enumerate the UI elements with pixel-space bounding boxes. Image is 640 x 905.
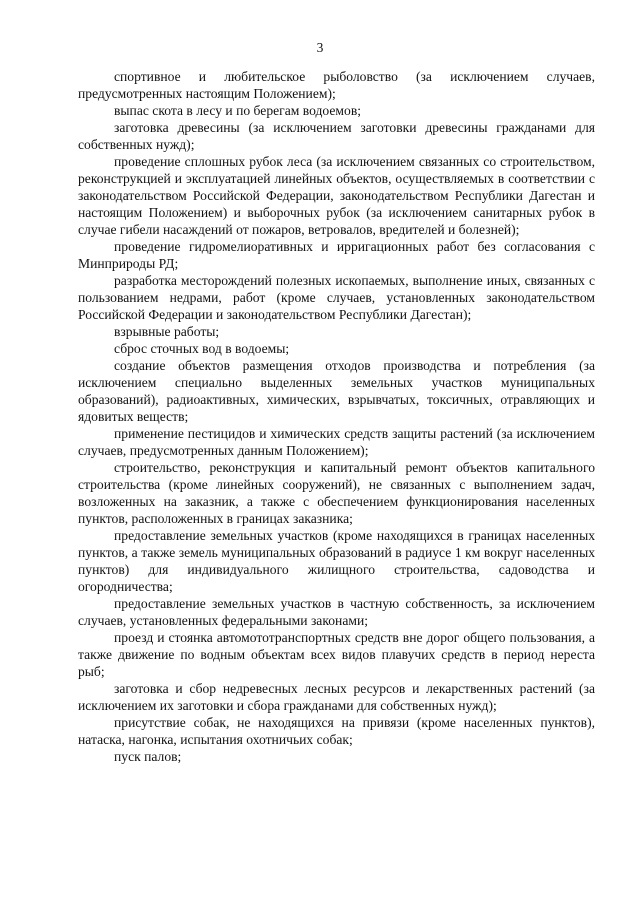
- paragraph: предоставление земельных участков в частную собственность, за исключением случаев, установленных федеральными законами;: [78, 596, 595, 628]
- paragraph: выпас скота в лесу и по берегам водоемов;: [114, 103, 362, 118]
- document-body: [78, 68, 595, 765]
- paragraph: строительство, реконструкция и капитальный ремонт объектов капитального строительства (кроме линейных сооружений), не связанных с выполнением задач, возложенных на заказник, а также с обеспечением функционирования населенных пунктов, расположенных в границах заказника;: [78, 460, 595, 526]
- paragraph: спортивное и любительское рыболовство (за исключением случаев, предусмотренных настоящим Положением);: [78, 69, 595, 101]
- page-number: 3: [316, 40, 324, 55]
- paragraph: заготовка древесины (за исключением заготовки древесины гражданами для собственных нужд);: [78, 120, 595, 152]
- paragraph: взрывные работы;: [114, 324, 220, 339]
- paragraph: разработка месторождений полезных ископаемых, выполнение иных, связанных с пользованием недрами, работ (кроме случаев, установленных законодательством Российской Федерации и законодательством Республики Дагестан);: [78, 273, 595, 322]
- paragraph: создание объектов размещения отходов производства и потребления (за исключением специально выделенных земельных участков муниципальных образований), радиоактивных, химических, взрывчатых, токсичных, отравляющих и ядовитых веществ;: [78, 358, 595, 424]
- paragraph: проведение гидромелиоративных и ирригационных работ без согласования с Минприроды РД;: [78, 239, 595, 271]
- paragraph: заготовка и сбор недревесных лесных ресурсов и лекарственных растений (за исключением их заготовки и сбора гражданами для собственных нужд);: [78, 681, 595, 713]
- paragraph: проведение сплошных рубок леса (за исключением связанных со строительством, реконструкцией и эксплуатацией линейных объектов, осуществляемых в соответствии с законодательством Российской Федерации, законодательством Республики Дагестан и настоящим Положением) и выборочных рубок (за исключением санитарных рубок в случае гибели насаждений от пожаров, ветровалов, вредителей и болезней);: [78, 154, 595, 237]
- paragraph: сброс сточных вод в водоемы;: [114, 341, 290, 356]
- paragraph: пуск палов;: [114, 749, 182, 764]
- paragraph: предоставление земельных участков (кроме находящихся в границах населенных пунктов, а также земель муниципальных образований в радиусе 1 км вокруг населенных пунктов) для индивидуального жилищного строительства, садоводства и огородничества;: [78, 528, 595, 594]
- paragraph: проезд и стоянка автомототранспортных средств вне дорог общего пользования, а также движение по водным объектам всех видов плавучих средств в период нереста рыб;: [78, 630, 595, 679]
- paragraph: присутствие собак, не находящихся на привязи (кроме населенных пунктов), натаска, нагонка, испытания охотничьих собак;: [78, 715, 595, 747]
- paragraph: применение пестицидов и химических средств защиты растений (за исключением случаев, предусмотренных данным Положением);: [78, 426, 595, 458]
